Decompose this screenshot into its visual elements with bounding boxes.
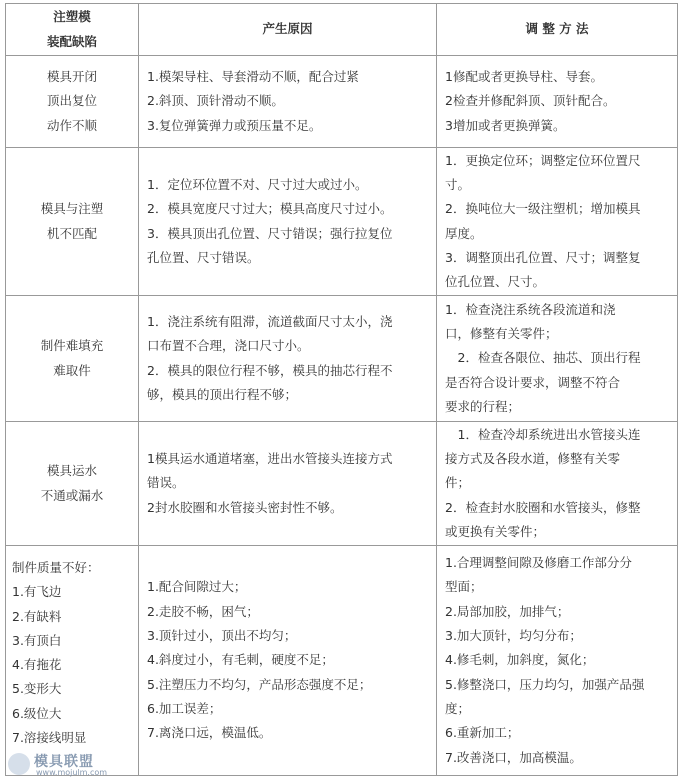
method-cell: 1.合理调整间隙及修磨工作部分分 型面； 2.局部加胶，加排气； 3.加大顶针，均匀分布； 4.修毛刺，加斜度，氮化； 5.修整浇口，压力均匀，加强产品强 度； 6.重新加工； 7.改善浇口，加高模温。 — [437, 546, 678, 776]
mold-defect-table — [5, 3, 678, 776]
cause-cell: 1.配合间隙过大； 2.走胶不畅，困气； 3.顶针过小，顶出不均匀； 4.斜度过小，有毛刺，硬度不足； 5.注塑压力不均匀，产品形态强度不足； 6.加工误差； 7.离浇口远，模温低。 — [139, 546, 437, 776]
defect-cell: 制件质量不好： 1.有飞边 2.有缺料 3.有顶白 4.有拖花 5.变形大 6.级位大 7.溶接线明显 — [6, 546, 139, 776]
table-row — [6, 296, 678, 422]
cause-cell: 1．定位环位置不对、尺寸过大或过小。 2．模具宽度尺寸过大；模具高度尺寸过小。 3．模具顶出孔位置、尺寸错误；强行拉复位 孔位置、尺寸错误。 — [139, 148, 437, 296]
header-method: 调 整 方 法 — [437, 4, 678, 56]
header-row — [6, 4, 678, 56]
table-row — [6, 546, 678, 776]
watermark-logo-icon — [8, 753, 30, 775]
table-row — [6, 56, 678, 148]
method-cell: 1修配或者更换导柱、导套。 2检查并修配斜顶、顶针配合。 3增加或者更换弹簧。 — [437, 56, 678, 148]
defect-cell: 模具与注塑 机不匹配 — [6, 148, 139, 296]
defect-cell: 模具运水 不通或漏水 — [6, 422, 139, 546]
cause-cell: 1．浇注系统有阻滞，流道截面尺寸太小，浇 口布置不合理，浇口尺寸小。 2．模具的限位行程不够，模具的抽芯行程不 够，模具的顶出行程不够； — [139, 296, 437, 422]
defect-cell: 制件难填充 难取件 — [6, 296, 139, 422]
cause-cell: 1模具运水通道堵塞，进出水管接头连接方式 错误。 2封水胶圈和水管接头密封性不够。 — [139, 422, 437, 546]
cause-cell: 1.模架导柱、导套滑动不顺，配合过紧 2.斜顶、顶针滑动不顺。 3.复位弹簧弹力或预压量不足。 — [139, 56, 437, 148]
header-defect: 注塑模 装配缺陷 — [6, 4, 139, 56]
header-cause: 产生原因 — [139, 4, 437, 56]
defect-cell: 模具开闭 顶出复位 动作不顺 — [6, 56, 139, 148]
method-cell: 1．检查冷却系统进出水管接头连 接方式及各段水道，修整有关零 件； 2．检查封水胶圈和水管接头，修整 或更换有关零件； — [437, 422, 678, 546]
site-watermark — [4, 749, 114, 779]
table-row — [6, 148, 678, 296]
watermark-text: 模具联盟 — [34, 754, 94, 770]
watermark-url: www.mojulm.com — [36, 768, 108, 777]
table-row — [6, 422, 678, 546]
method-cell: 1．更换定位环；调整定位环位置尺 寸。 2．换吨位大一级注塑机；增加模具 厚度。 3．调整顶出孔位置、尺寸；调整复 位孔位置、尺寸。 — [437, 148, 678, 296]
method-cell: 1．检查浇注系统各段流道和浇 口，修整有关零件； 2．检查各限位、抽芯、顶出行程 是否符合设计要求，调整不符合 要求的行程； — [437, 296, 678, 422]
